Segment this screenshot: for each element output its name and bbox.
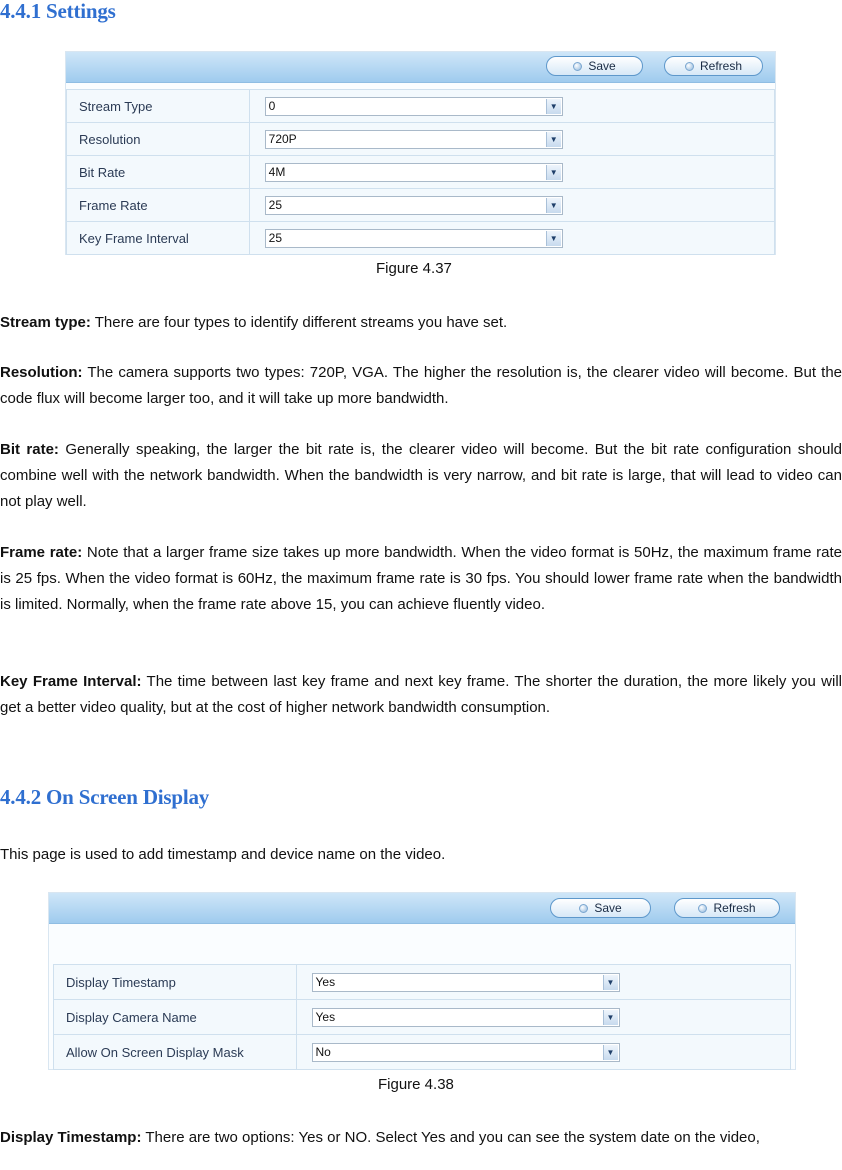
settings-panel	[65, 51, 776, 255]
paragraph-bit-rate	[0, 437, 842, 515]
refresh-button[interactable]	[674, 898, 780, 918]
paragraph-key-frame-interval	[0, 669, 842, 721]
table-row	[67, 222, 775, 255]
chevron-down-icon: ▼	[546, 165, 561, 180]
term-key-frame-interval: Key Frame Interval:	[0, 673, 142, 690]
osd-mask-select[interactable]	[312, 1043, 620, 1062]
refresh-button[interactable]	[664, 56, 763, 76]
term-stream-type: Stream type:	[0, 314, 91, 331]
term-bit-rate: Bit rate:	[0, 441, 59, 458]
chevron-down-icon: ▼	[546, 231, 561, 246]
resolution-label: Resolution	[67, 123, 250, 156]
table-row	[67, 90, 775, 123]
settings-toolbar	[66, 52, 775, 83]
table-row	[54, 1000, 791, 1035]
chevron-down-icon: ▼	[546, 198, 561, 213]
osd-mask-value: No	[315, 1044, 331, 1059]
display-camera-name-label: Display Camera Name	[54, 1000, 297, 1035]
save-icon	[573, 62, 582, 71]
refresh-icon	[698, 904, 707, 913]
text-frame-rate: Note that a larger frame size takes up more bandwidth. When the video format is 50Hz, the maximum frame rate is 25 fps. When the video format is 60Hz, the maximum frame rate is 30 fps. You should lower frame rate when the bandwidth is limited. Normally, when the frame rate above 15, you can achieve fluently video.	[0, 544, 842, 613]
save-button-label: Save	[588, 59, 616, 73]
frame-rate-select[interactable]	[265, 196, 563, 215]
bit-rate-value: 4M	[268, 164, 286, 179]
resolution-select[interactable]	[265, 130, 563, 149]
paragraph-frame-rate	[0, 540, 842, 618]
table-row	[67, 189, 775, 222]
text-resolution: The camera supports two types: 720P, VGA. The higher the resolution is, the clearer video will become. But the code flux will become larger too, and it will take up more bandwidth.	[0, 364, 842, 407]
chevron-down-icon: ▼	[603, 1045, 618, 1060]
text-bit-rate: Generally speaking, the larger the bit rate is, the clearer video will become. But the bit rate configuration should combine well with the network bandwidth. When the bandwidth is very narrow, and bit rate is large, that will lead to video can not play well.	[0, 441, 842, 510]
term-resolution: Resolution:	[0, 364, 83, 381]
section-heading-settings: 4.4.1 Settings	[0, 0, 116, 23]
display-camera-name-select[interactable]	[312, 1008, 620, 1027]
bit-rate-label: Bit Rate	[67, 156, 250, 189]
display-timestamp-value: Yes	[315, 974, 336, 989]
key-frame-interval-value: 25	[268, 230, 283, 245]
display-timestamp-label: Display Timestamp	[54, 965, 297, 1000]
refresh-icon	[685, 62, 694, 71]
table-row	[54, 965, 791, 1000]
key-frame-interval-label: Key Frame Interval	[67, 222, 250, 255]
chevron-down-icon: ▼	[546, 132, 561, 147]
save-icon	[579, 904, 588, 913]
paragraph-stream-type	[0, 310, 842, 336]
figure-caption: Figure 4.38	[378, 1076, 454, 1093]
chevron-down-icon: ▼	[603, 975, 618, 990]
save-button-label: Save	[594, 901, 622, 915]
chevron-down-icon: ▼	[546, 99, 561, 114]
term-display-timestamp: Display Timestamp:	[0, 1129, 142, 1146]
osd-table	[53, 964, 791, 1070]
text-key-frame-interval: The time between last key frame and next key frame. The shorter the duration, the more likely you will get a better video quality, but at the cost of higher network bandwidth consumption.	[0, 673, 842, 716]
paragraph-osd-intro: This page is used to add timestamp and device name on the video.	[0, 846, 446, 863]
save-button[interactable]	[546, 56, 643, 76]
stream-type-label: Stream Type	[67, 90, 250, 123]
osd-toolbar	[49, 893, 795, 924]
frame-rate-value: 25	[268, 197, 283, 212]
term-frame-rate: Frame rate:	[0, 544, 83, 561]
frame-rate-label: Frame Rate	[67, 189, 250, 222]
refresh-button-label: Refresh	[699, 59, 743, 73]
paragraph-resolution	[0, 360, 842, 412]
table-row	[54, 1035, 791, 1070]
settings-table	[66, 89, 775, 255]
table-row	[67, 123, 775, 156]
text-stream-type: There are four types to identify different streams you have set.	[90, 314, 508, 331]
stream-type-select[interactable]	[265, 97, 563, 116]
stream-type-value: 0	[268, 98, 276, 113]
save-button[interactable]	[550, 898, 651, 918]
section-heading-osd: 4.4.2 On Screen Display	[0, 785, 210, 809]
table-row	[67, 156, 775, 189]
refresh-button-label: Refresh	[713, 901, 756, 915]
osd-mask-label: Allow On Screen Display Mask	[54, 1035, 297, 1070]
text-display-timestamp: There are two options: Yes or NO. Select Yes and you can see the system date on the video,	[141, 1129, 760, 1146]
osd-panel	[48, 892, 796, 1070]
resolution-value: 720P	[268, 131, 297, 146]
bit-rate-select[interactable]	[265, 163, 563, 182]
paragraph-display-timestamp	[0, 1125, 842, 1151]
chevron-down-icon: ▼	[603, 1010, 618, 1025]
key-frame-interval-select[interactable]	[265, 229, 563, 248]
display-camera-name-value: Yes	[315, 1009, 336, 1024]
figure-caption: Figure 4.37	[376, 260, 452, 277]
display-timestamp-select[interactable]	[312, 973, 620, 992]
